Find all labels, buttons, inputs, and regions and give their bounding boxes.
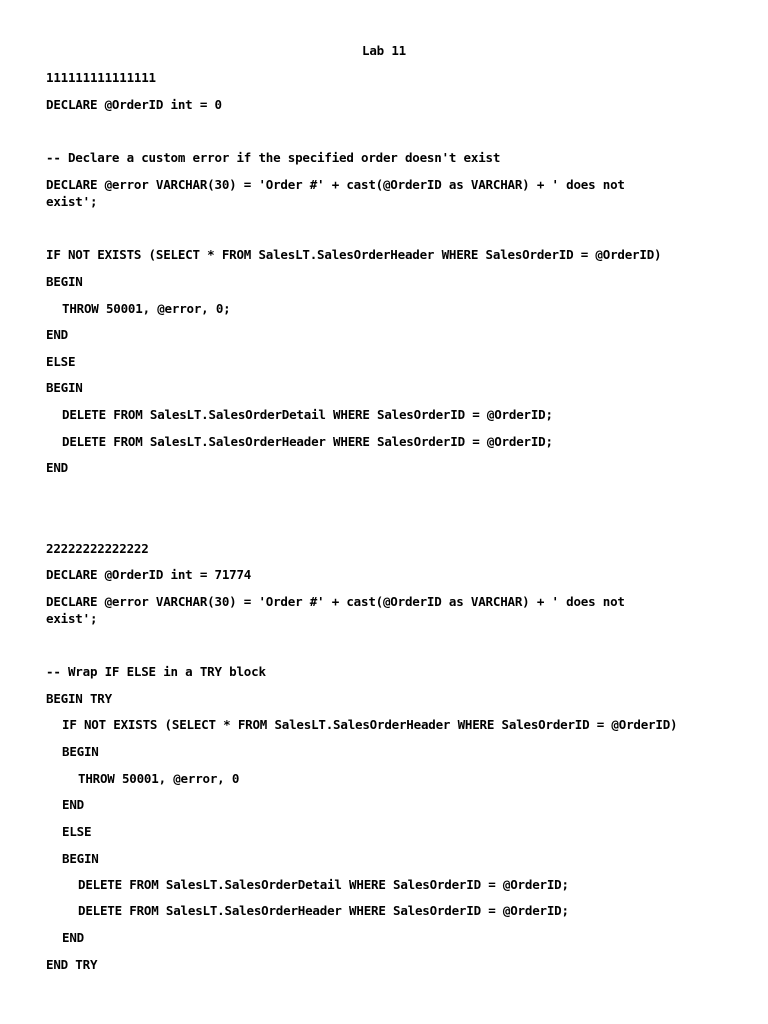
section2-declare-error-line1: DECLARE @error VARCHAR(30) = 'Order #' + cast(@OrderID as VARCHAR) + ' does not [46,594,625,609]
section2-end-else: END [62,930,84,945]
section1-declare-error-line2: exist'; [46,194,98,209]
section1-delete-detail: DELETE FROM SalesLT.SalesOrderDetail WHERE SalesOrderID = @OrderID; [62,407,553,422]
section1-end: END [46,327,68,342]
section1-declare-order: DECLARE @OrderID int = 0 [46,97,222,112]
section2-end: END [62,797,84,812]
section1-declare-error-line1: DECLARE @error VARCHAR(30) = 'Order #' + cast(@OrderID as VARCHAR) + ' does not [46,177,625,192]
section1-begin-else: BEGIN [46,380,83,395]
section1-comment: -- Declare a custom error if the specified order doesn't exist [46,150,501,165]
section1-throw: THROW 50001, @error, 0; [62,301,231,316]
section1-end-else: END [46,460,68,475]
section2-else: ELSE [62,824,92,839]
section2-throw: THROW 50001, @error, 0 [78,771,240,786]
section2-begin: BEGIN [62,744,99,759]
section2-if-not-exists: IF NOT EXISTS (SELECT * FROM SalesLT.SalesOrderHeader WHERE SalesOrderID = @OrderID) [62,717,678,732]
section2-delete-header: DELETE FROM SalesLT.SalesOrderHeader WHERE SalesOrderID = @OrderID; [78,903,569,918]
section2-delete-detail: DELETE FROM SalesLT.SalesOrderDetail WHERE SalesOrderID = @OrderID; [78,877,569,892]
section1-heading: 111111111111111 [46,70,156,85]
section2-end-try: END TRY [46,957,98,972]
section2-begin-else: BEGIN [62,851,99,866]
section2-declare-order: DECLARE @OrderID int = 71774 [46,567,252,582]
section2-heading: 22222222222222 [46,541,149,556]
section2-declare-error-line2: exist'; [46,611,98,626]
section1-if-not-exists: IF NOT EXISTS (SELECT * FROM SalesLT.SalesOrderHeader WHERE SalesOrderID = @OrderID) [46,247,662,262]
section2-comment: -- Wrap IF ELSE in a TRY block [46,664,266,679]
section1-delete-header: DELETE FROM SalesLT.SalesOrderHeader WHERE SalesOrderID = @OrderID; [62,434,553,449]
section2-begin-try: BEGIN TRY [46,691,112,706]
page-title: Lab 11 [362,43,406,58]
section1-else: ELSE [46,354,76,369]
section1-begin: BEGIN [46,274,83,289]
